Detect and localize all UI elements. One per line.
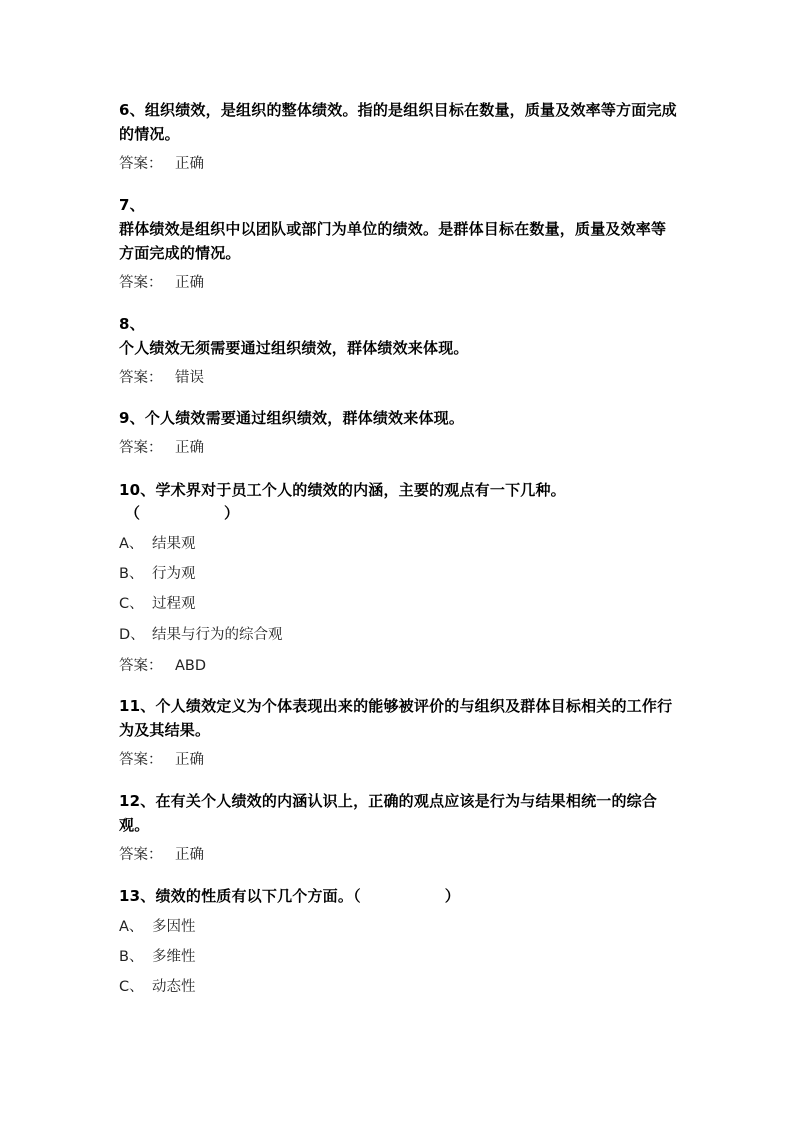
answer-9 (119, 438, 679, 458)
option-key: B、 (119, 566, 144, 582)
question-12: 12、在有关个人绩效的内涵认识上，正确的观点应该是行为与结果相统一的综合观。 (119, 792, 658, 834)
question-8: 个人绩效无须需要通过组织绩效，群体绩效来体现。 (119, 339, 469, 357)
question-10: 10、学术界对于员工个人的绩效的内涵，主要的观点有一下几种。 (119, 481, 566, 499)
answer-11 (119, 750, 679, 770)
option-text: 结果观 (152, 536, 196, 552)
option-text: 结果与行为的综合观 (152, 627, 283, 643)
option-text: 过程观 (152, 596, 196, 612)
answer-value: 正确 (175, 847, 204, 863)
question-9: 9、个人绩效需要通过组织绩效，群体绩效来体现。 (119, 409, 465, 427)
answer-value: 正确 (175, 752, 204, 768)
option (119, 947, 679, 967)
option-text: 多因性 (152, 919, 196, 935)
blank-open: （ (353, 887, 361, 905)
answer-value: 正确 (175, 156, 204, 172)
question-8-number: 8、 (119, 315, 145, 333)
option (119, 534, 679, 554)
option-text: 多维性 (152, 949, 196, 965)
option-key: C、 (119, 596, 144, 612)
blank-open: （ (125, 504, 141, 522)
answer-label: 答案： (119, 440, 163, 456)
answer-label: 答案： (119, 847, 163, 863)
option-key: B、 (119, 949, 144, 965)
option-text: 行为观 (152, 566, 196, 582)
option (119, 564, 679, 584)
answer-label: 答案： (119, 156, 163, 172)
blank-close: ） (444, 887, 460, 905)
option-key: D、 (119, 627, 145, 643)
question-13 (119, 884, 679, 908)
question-13-text: 13、绩效的性质有以下几个方面。 (119, 887, 354, 905)
option (119, 594, 679, 614)
answer-8 (119, 368, 679, 388)
option (119, 917, 679, 937)
answer-12 (119, 845, 679, 865)
answer-value: 正确 (175, 275, 204, 291)
option (119, 977, 679, 997)
option-key: A、 (119, 919, 144, 935)
question-11: 11、个人绩效定义为个体表现出来的能够被评价的与组织及群体目标相关的工作行为及其结果。 (119, 697, 673, 739)
answer-value: ABD (175, 658, 207, 674)
answer-7 (119, 273, 679, 293)
answer-6 (119, 154, 679, 174)
answer-label: 答案： (119, 658, 163, 674)
answer-value: 正确 (175, 440, 204, 456)
option-text: 动态性 (152, 979, 196, 995)
answer-value: 错误 (175, 370, 204, 386)
answer-10 (119, 656, 679, 676)
answer-label: 答案： (119, 370, 163, 386)
question-7: 群体绩效是组织中以团队或部门为单位的绩效。是群体目标在数量，质量及效率等方面完成的情况。 (119, 220, 667, 262)
answer-label: 答案： (119, 275, 163, 291)
answer-blank (125, 501, 685, 525)
question-6: 6、组织绩效，是组织的整体绩效。指的是组织目标在数量，质量及效率等方面完成的情况。 (119, 101, 677, 143)
option-key: A、 (119, 536, 144, 552)
option (119, 625, 679, 645)
answer-label: 答案： (119, 752, 163, 768)
question-7-number: 7、 (119, 196, 145, 214)
blank-close: ） (224, 504, 240, 522)
option-key: C、 (119, 979, 144, 995)
